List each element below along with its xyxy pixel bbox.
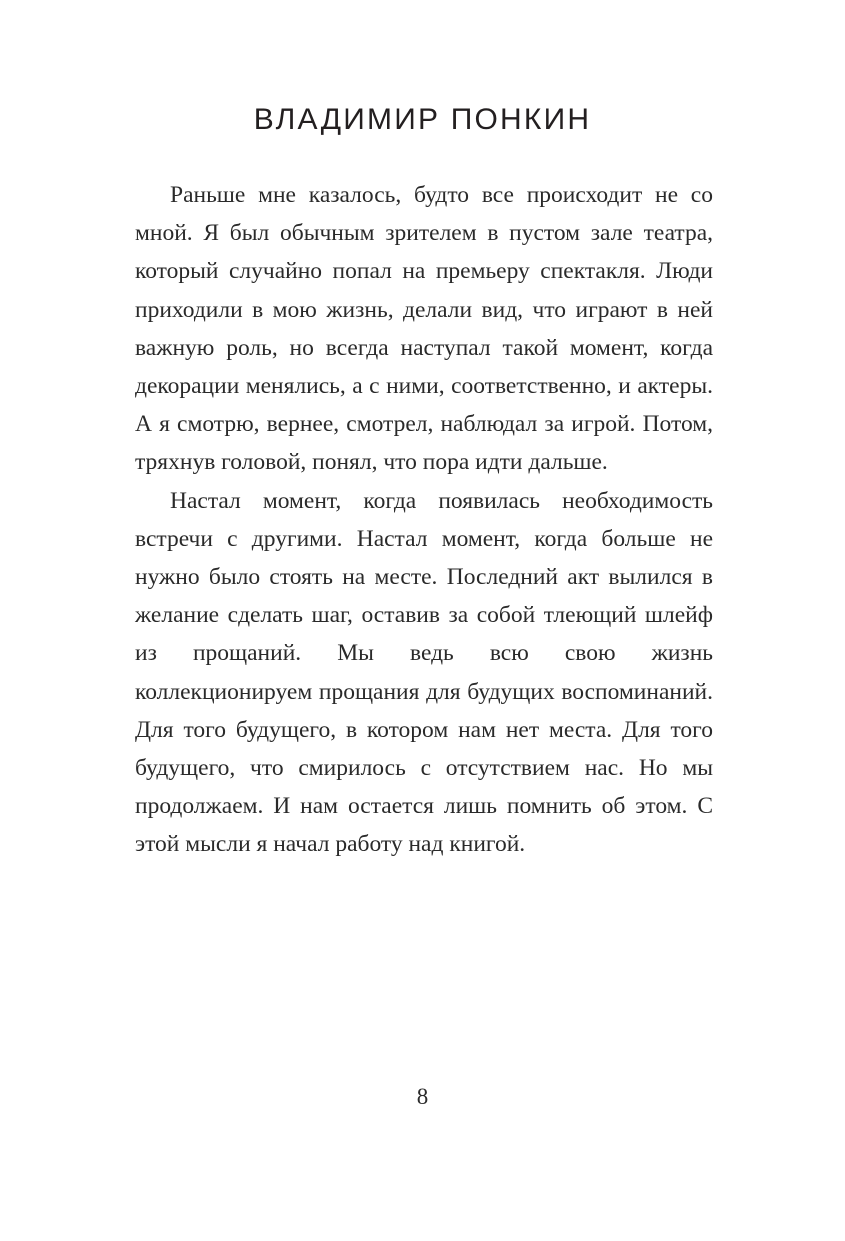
page-footer	[0, 1085, 845, 1109]
page-header	[0, 105, 845, 135]
page-number: 8	[416, 1084, 429, 1109]
author-name: ВЛАДИМИР ПОНКИН	[253, 103, 592, 136]
body-text-block	[135, 176, 713, 864]
body-paragraph: Раньше мне казалось, будто все происходит не со мной. Я был обычным зрителем в пустом зале театра, который случайно попал на премьеру спектакля. Люди приходили в мою жизнь, делали вид, что играют в ней важную роль, но всегда наступал такой момент, когда декорации менялись, а с ними, соответственно, и актеры. А я смотрю, вернее, смотрел, наблюдал за игрой. Потом, тряхнув головой, понял, что пора идти дальше.	[135, 182, 713, 476]
body-paragraph: Настал момент, когда появилась необходимость встречи с другими. Настал момент, когда больше не нужно было стоять на месте. Последний акт вылился в желание сделать шаг, оставив за собой тлеющий шлейф из прощаний. Мы ведь всю свою жизнь коллекционируем прощания для будущих воспоминаний. Для того будущего, в котором нам нет места. Для того будущего, что смирилось с отсутствием нас. Но мы продолжаем. И нам остается лишь помнить об этом. С этой мысли я начал работу над книгой.	[135, 487, 713, 858]
